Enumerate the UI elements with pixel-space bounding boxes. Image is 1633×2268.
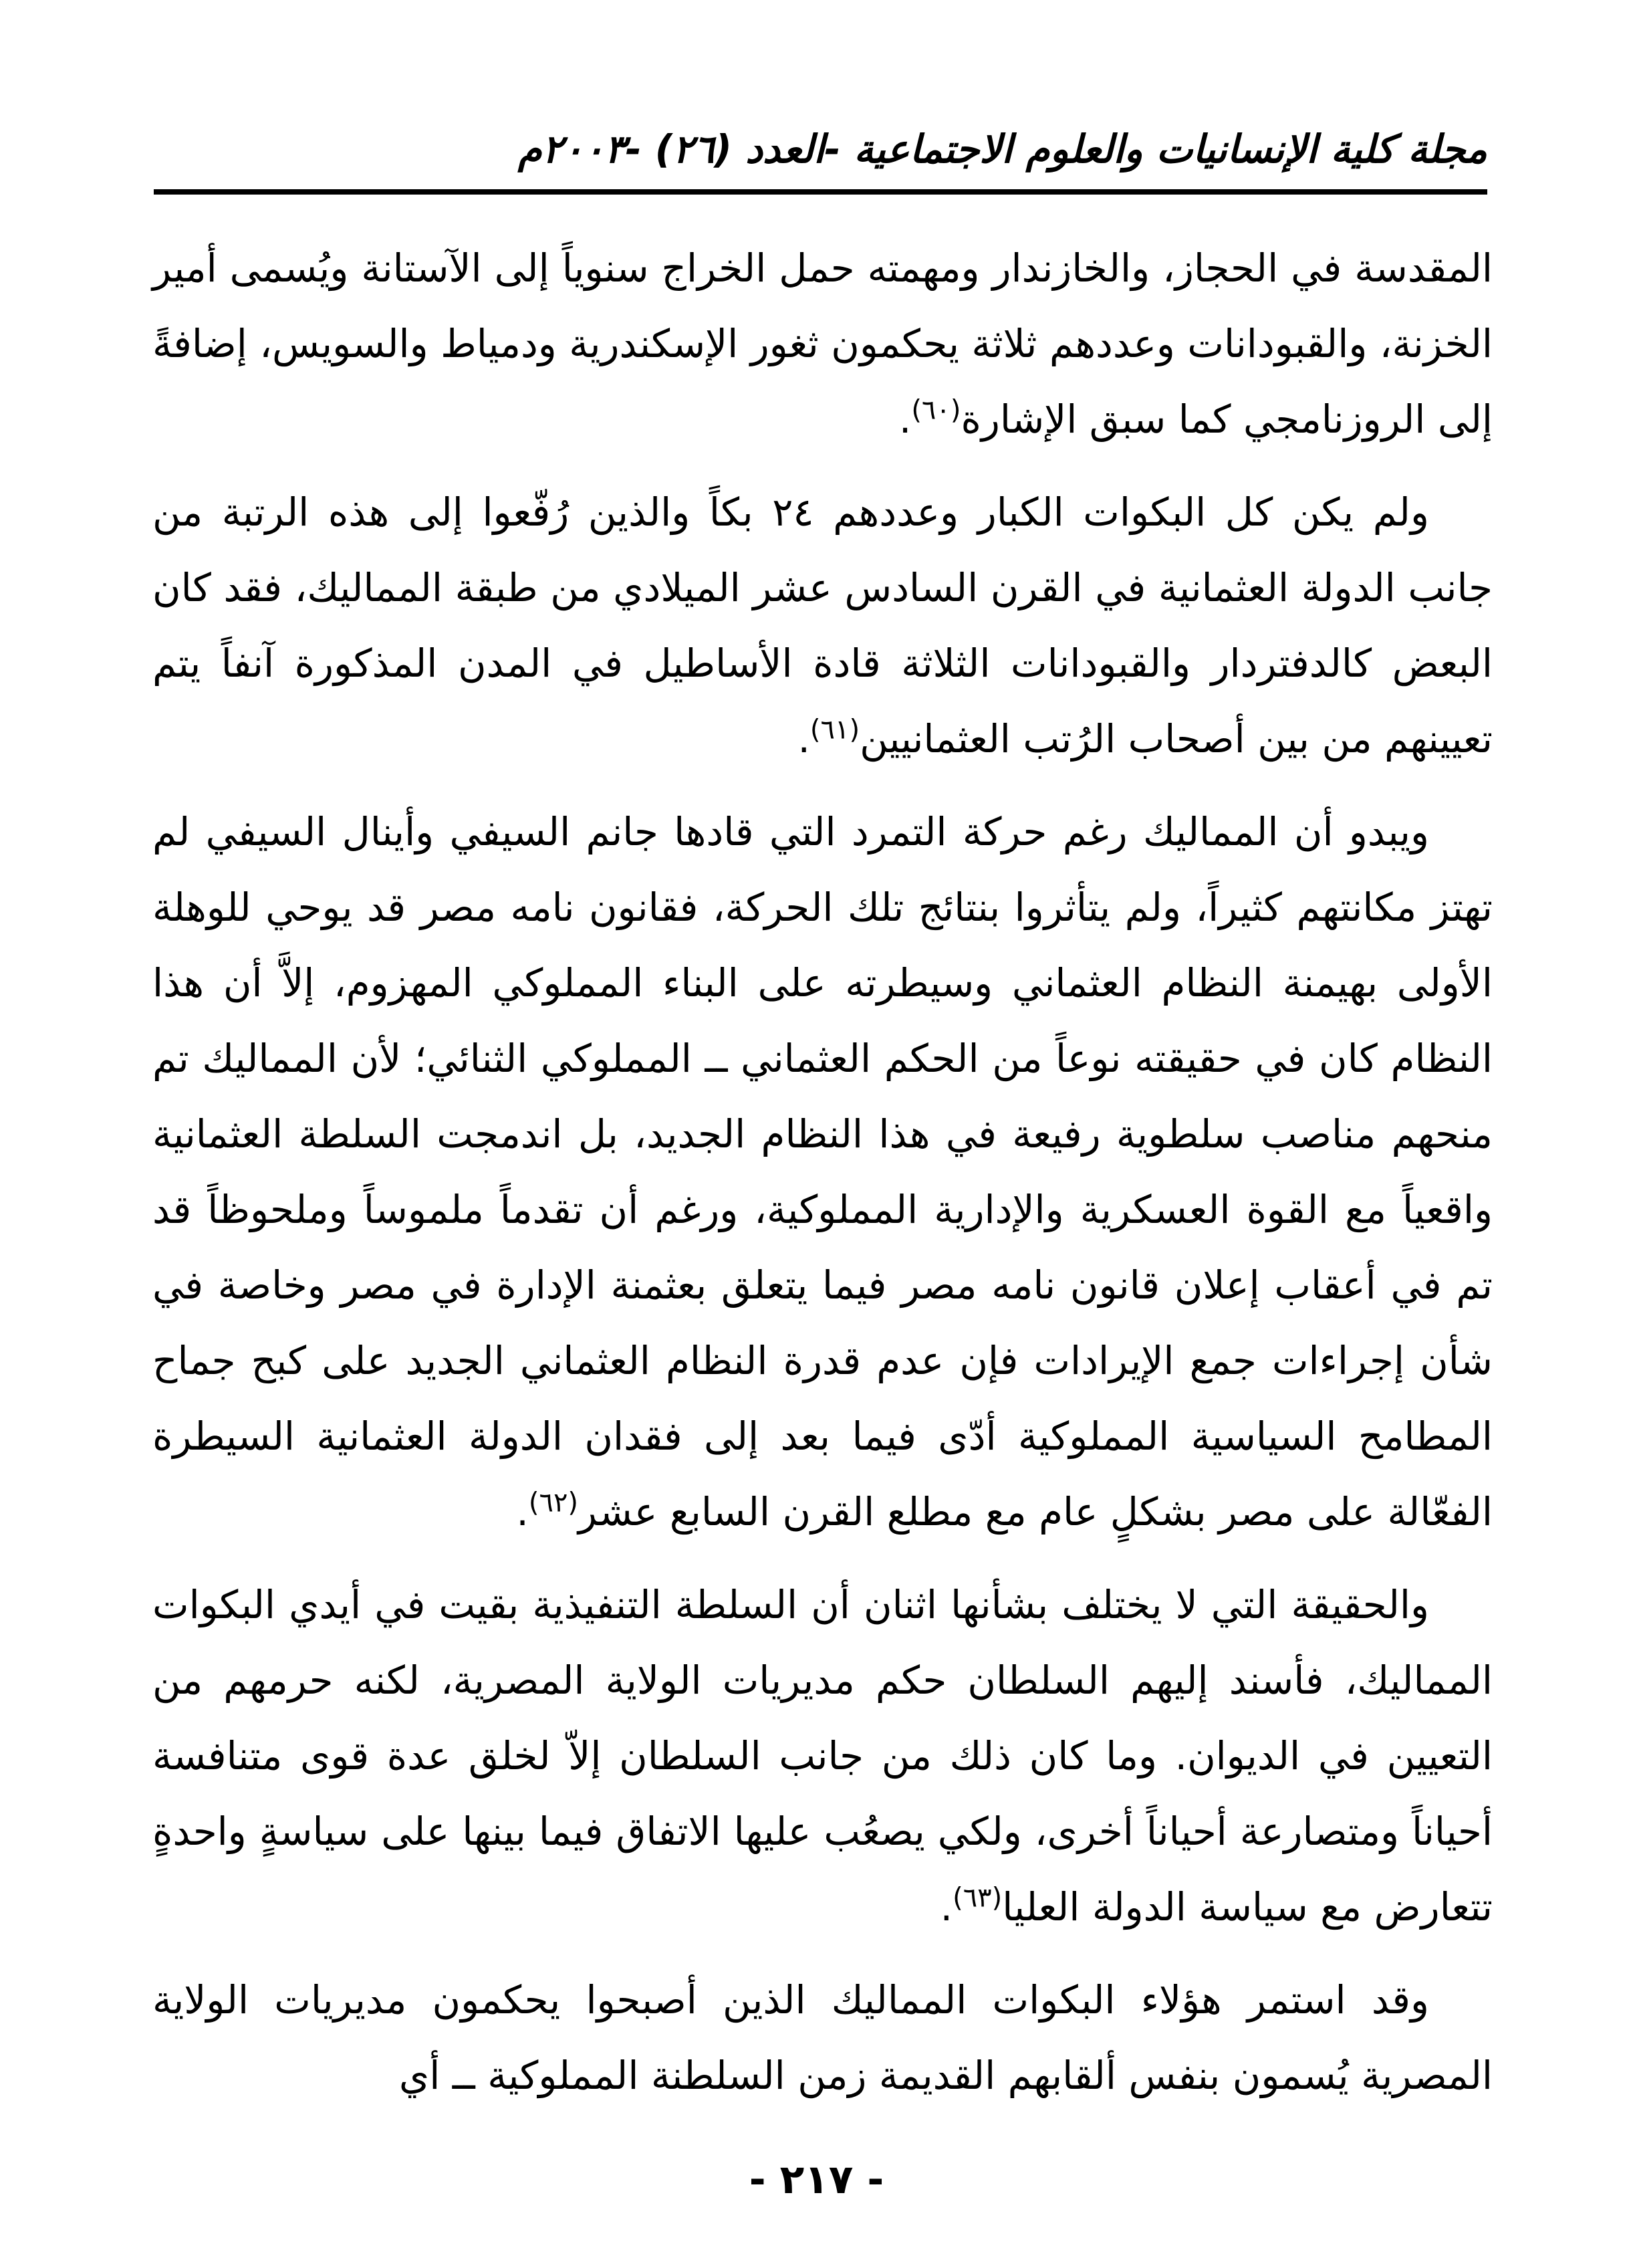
paragraph-4-text: والحقيقة التي لا يختلف بشأنها اثنان أن السلطة التنفيذية بقيت في أيدي البكوات المماليك، فأسند إليهم السلطان حكم مديريات الولاية المصرية، لكنه حرمهم من التعيين في الديوان. وما كان ذلك من جانب السلطان إلاّ لخلق عدة قوى متنافسة أحياناً ومتصارعة أحياناً أخرى، ولكي يصعُب عليها الاتفاق فيما بينها على سياسةٍ واحدةٍ تتعارض مع سياسة الدولة العليا (152, 1582, 1493, 1930)
paragraph-1-end: . (898, 396, 912, 442)
paragraph-3-end: . (516, 1489, 529, 1535)
body-text (152, 231, 1493, 2131)
paragraph-3 (152, 794, 1493, 1550)
paragraph-5-text: وقد استمر هؤلاء البكوات المماليك الذين أصبحوا يحكمون مديريات الولاية المصرية يُسمون بنفس ألقابهم القديمة زمن السلطنة المملوكية ــ أي (152, 1977, 1493, 2098)
footnote-ref-63[interactable]: (٦٣) (953, 1882, 1003, 1914)
header-rule (154, 189, 1487, 195)
paragraph-2 (152, 475, 1493, 777)
footnote-ref-61[interactable]: (٦١) (809, 714, 860, 746)
paragraph-4-end: . (940, 1884, 953, 1930)
paragraph-2-text: ولم يكن كل البكوات الكبار وعددهم ٢٤ بكاً والذين رُفّعوا إلى هذه الرتبة من جانب الدولة العثمانية في القرن السادس عشر الميلادي من طبقة المماليك، فقد كان البعض كالدفتردار والقبودانات الثلاثة قادة الأساطيل في المدن المذكورة آنفاً يتم تعيينهم من بين أصحاب الرُتب العثمانيين (152, 489, 1493, 762)
footnote-ref-60[interactable]: (٦٠) (911, 394, 961, 426)
paragraph-3-text: ويبدو أن المماليك رغم حركة التمرد التي قادها جانم السيفي وأينال السيفي لم تهتز مكانتهم كثيراً، ولم يتأثروا بنتائج تلك الحركة، فقانون نامه مصر قد يوحي للوهلة الأولى بهيمنة النظام العثماني وسيطرته على البناء المملوكي المهزوم، إلاَّ أن هذا النظام كان في حقيقته نوعاً من الحكم العثماني ــ المملوكي الثنائي؛ لأن المماليك تم منحهم مناصب سلطوية رفيعة في هذا النظام الجديد، بل اندمجت السلطة العثمانية واقعياً مع القوة العسكرية والإدارية المملوكية، ورغم أن تقدماً ملموساً وملحوظاً قد تم في أعقاب إعلان قانون نامه مصر فيما يتعلق بعثمنة الإدارة في مصر وخاصة في شأن إجراءات جمع الإيرادات فإن عدم قدرة النظام العثماني الجديد على كبح جماح المطامح السياسية المملوكية أدّى فيما بعد إلى فقدان الدولة العثمانية السيطرة الفعّالة على مصر بشكلٍ عام مع مطلع القرن السابع عشر (152, 809, 1493, 1535)
paragraph-5 (152, 1962, 1493, 2114)
running-header: مجلة كلية الإنسانيات والعلوم الاجتماعية -العدد (٢٦) -٢٠٠٣م (517, 126, 1487, 172)
footnote-ref-62[interactable]: (٦٢) (528, 1487, 579, 1518)
paragraph-2-end: . (797, 716, 810, 762)
paragraph-4 (152, 1567, 1493, 1945)
paragraph-1-text: المقدسة في الحجاز، والخازندار ومهمته حمل الخراج سنوياً إلى الآستانة ويُسمى أمير الخزنة، والقبودانات وعددهم ثلاثة يحكمون ثغور الإسكندرية ودمياط والسويس، إضافةً إلى الروزنامجي كما سبق الإشارة (152, 245, 1493, 442)
page-number: - ٢١٧ - (749, 2156, 884, 2203)
paragraph-1 (152, 231, 1493, 457)
